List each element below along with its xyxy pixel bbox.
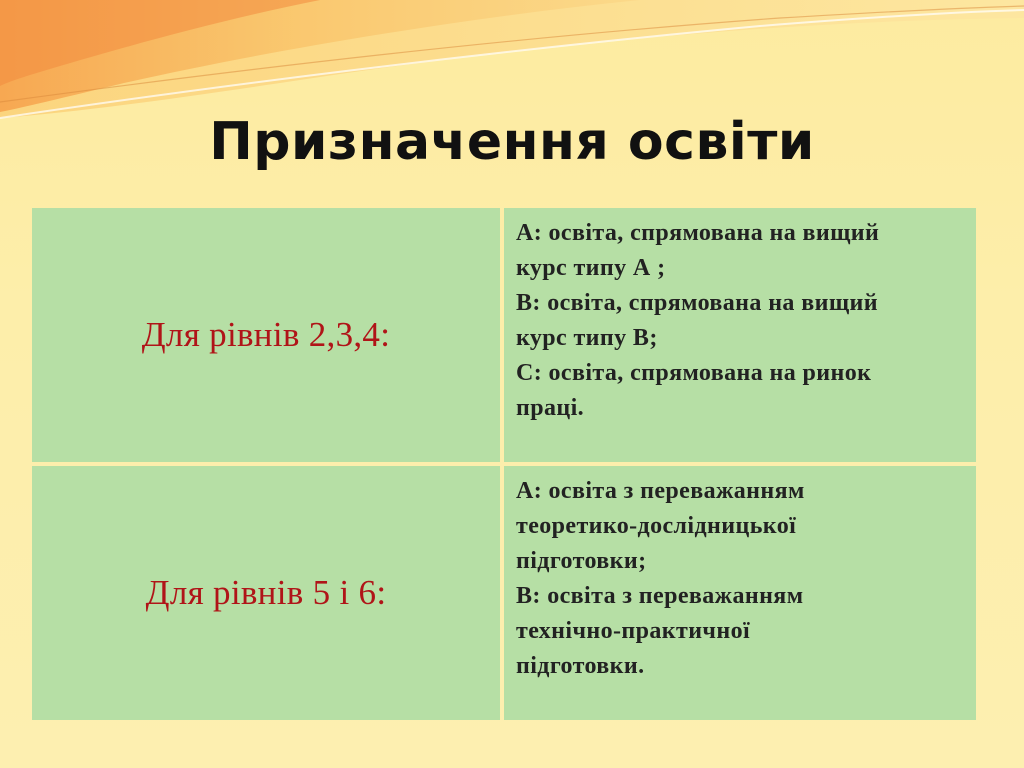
description-line: A: освіта, спрямована на вищий — [516, 220, 880, 246]
description-line: технічно-практичної — [516, 618, 751, 644]
description-line: B: освіта з переважанням — [516, 583, 804, 609]
table-row — [32, 466, 976, 720]
description-line: праці. — [516, 395, 585, 421]
description-line: підготовки. — [516, 653, 645, 679]
level-label: Для рівнів 5 і 6: — [145, 573, 387, 612]
description-line: курс типу А ; — [516, 255, 666, 281]
level-cell — [32, 208, 500, 462]
level-cell — [32, 466, 500, 720]
education-purpose-table — [32, 208, 976, 720]
description-cell — [504, 208, 976, 462]
slide-title: Призначення освіти — [209, 112, 815, 172]
description-line: теоретико-дослідницької — [516, 513, 797, 539]
description-line: C: освіта, спрямована на ринок — [516, 360, 872, 386]
description-line: B: освіта, спрямована на вищий — [516, 290, 878, 316]
level-label: Для рівнів 2,3,4: — [141, 315, 391, 354]
description-cell — [504, 466, 976, 720]
description-line: підготовки; — [516, 548, 647, 574]
description-line: курс типу В; — [516, 325, 658, 351]
description-line: A: освіта з переважанням — [516, 478, 805, 504]
table-row — [32, 208, 976, 462]
